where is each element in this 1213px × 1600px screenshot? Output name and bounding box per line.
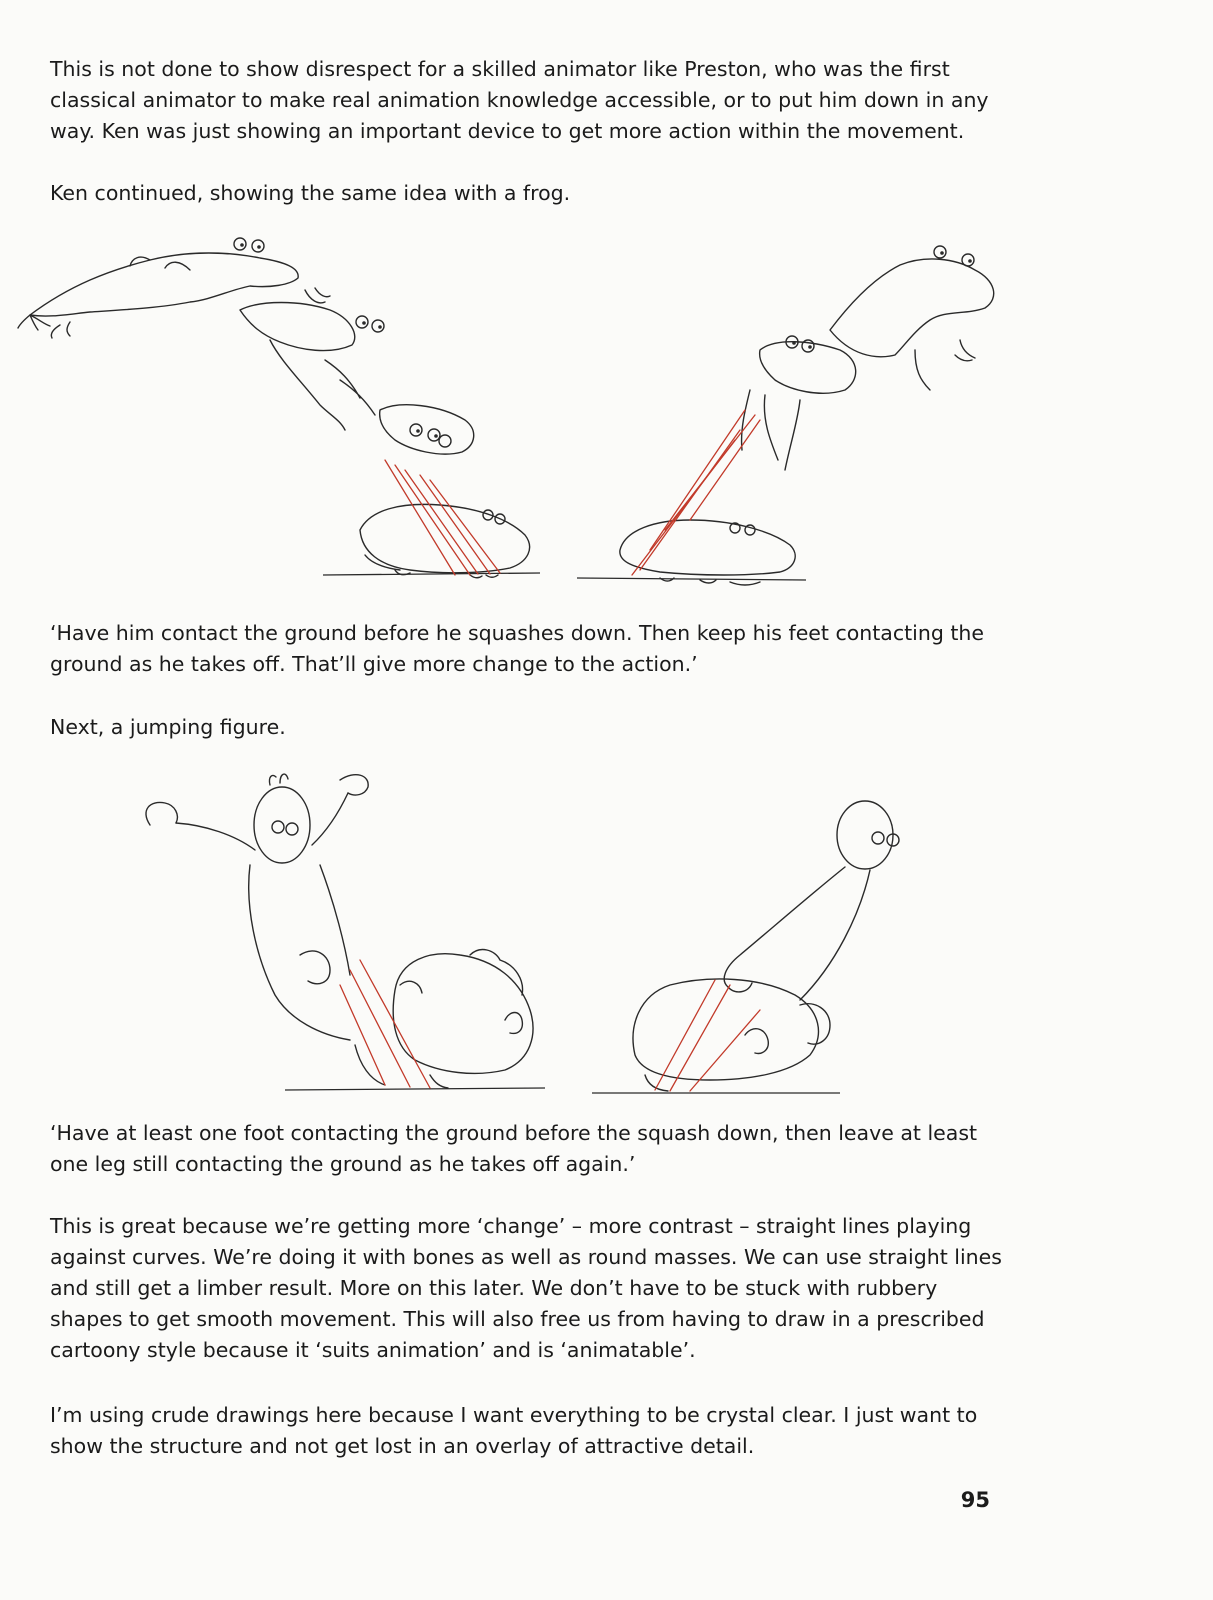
paragraph-crude-drawings: I’m using crude drawings here because I want everything to be crystal clear. I just want to show the structure and not get lost in an overlay of attractive detail. [50,1403,978,1458]
frog-sketch-svg [0,230,1213,600]
paragraph-frog-quote: ‘Have him contact the ground before he squashes down. Then keep his feet contacting the ground as he takes off. That’ll give more change to the action.’ [50,621,985,676]
ground-line-left [323,573,540,575]
figure-landing-sequence [146,774,533,1088]
figure-takeoff-sequence [633,801,899,1091]
ground-line-right [577,578,806,580]
frog-jump-illustration [0,230,1213,600]
frog-takeoff-sequence [620,246,994,585]
paragraph-figure-quote: ‘Have at least one foot contacting the ground before the squash down, then leave at least one leg still contacting the ground as he takes off again.’ [50,1121,978,1176]
jumping-figure-illustration [0,755,1213,1115]
paragraph-frog-intro: Ken continued, showing the same idea with a frog. [50,181,571,205]
page-number: 95 [960,1488,990,1512]
paragraph-preston: This is not done to show disrespect for a skilled animator like Preston, who was the first classical animator to make real animation knowledge accessible, or to put him down in any way. Ken was just showing an important device to get more action within the movement. [50,57,989,143]
paragraph-figure-intro: Next, a jumping figure. [50,715,286,739]
frog-landing-sequence [18,238,530,578]
ground-line-left [285,1088,545,1090]
figure-sketch-svg [0,755,1213,1115]
paragraph-change-contrast: This is great because we’re getting more ‘change’ – more contrast – straight lines playing against curves. We’re doing it with bones as well as round masses. We can use straight lines and still get a limber result. More on this later. We don’t have to be stuck with rubbery shapes to get smooth movement. This will also free us from having to draw in a prescribed cartoony style because it ‘suits animation’ and is ‘animatable’. [50,1214,1002,1362]
